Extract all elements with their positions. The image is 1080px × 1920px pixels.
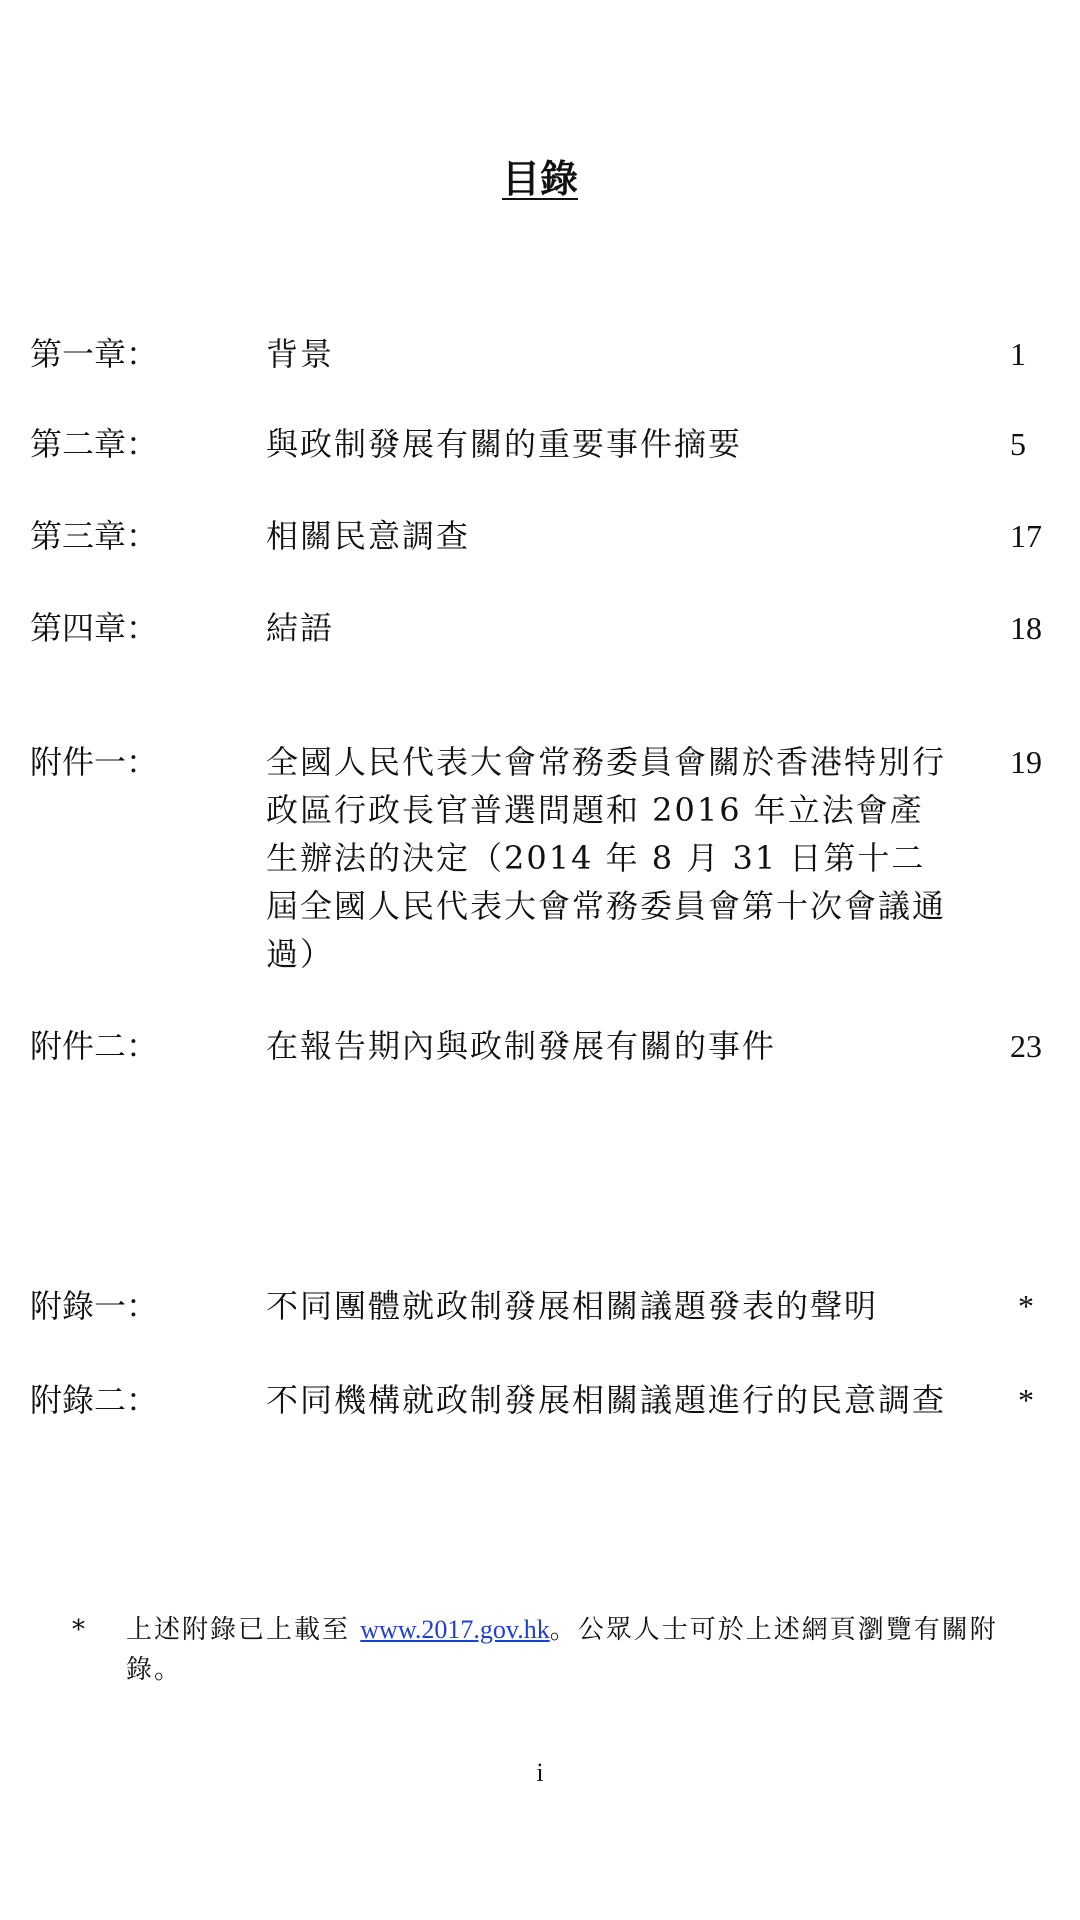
toc-entry-title: 在報告期內與政制發展有關的事件 [266, 1027, 777, 1065]
toc-entry-title: 不同機構就政制發展相關議題進行的民意調查 [266, 1381, 947, 1419]
footnote-text [126, 1610, 1036, 1690]
toc-entry-page: 17 [1010, 518, 1042, 554]
toc-entry-page: 5 [1010, 426, 1026, 462]
page-title-text: 目錄 [501, 156, 578, 201]
toc-entry-title: 不同團體就政制發展相關議題發表的聲明 [266, 1287, 879, 1325]
toc-entry-title: 相關民意調查 [266, 517, 471, 555]
footnote-link[interactable]: www.2017.gov.hk [360, 1615, 550, 1644]
toc-entry-label: 附錄一： [30, 1287, 159, 1325]
footnote-mark: * [72, 1615, 85, 1645]
toc-entry-page: * [1018, 1288, 1034, 1324]
toc-entry-label: 附錄二： [30, 1381, 159, 1419]
toc-entry-label: 第三章： [30, 517, 159, 555]
toc-entry-page: 18 [1010, 610, 1042, 646]
footnote-text-after: 。公眾人士可於上述網頁瀏覽有關附錄。 [126, 1615, 998, 1685]
toc-entry-page: 19 [1010, 744, 1042, 780]
page-title [0, 148, 1080, 203]
toc-entry-title: 背景 [266, 335, 335, 373]
toc-entry-label: 第二章： [30, 425, 159, 463]
toc-entry-label: 第一章： [30, 335, 159, 373]
footnote-text-before: 上述附錄已上載至 [126, 1615, 361, 1645]
toc-entry-label: 附件二： [30, 1027, 159, 1065]
toc-entry-page: 23 [1010, 1028, 1042, 1064]
toc-entry-page: 1 [1010, 336, 1026, 372]
page-number: i [536, 1758, 544, 1787]
toc-entry-title: 全國人民代表大會常務委員會關於香港特別行政區行政長官普選問題和 2016 年立法會產生辦法的決定（2014 年 8 月 31 日第十二屆全國人民代表大會常務委員會第十次會議通過） [266, 743, 947, 973]
toc-entry-label: 第四章： [30, 609, 159, 647]
toc-entry-label: 附件一： [30, 743, 159, 781]
toc-entry-page: * [1018, 1382, 1034, 1418]
toc-entry-title: 結語 [266, 609, 335, 647]
toc-entry-title: 與政制發展有關的重要事件摘要 [266, 425, 743, 463]
